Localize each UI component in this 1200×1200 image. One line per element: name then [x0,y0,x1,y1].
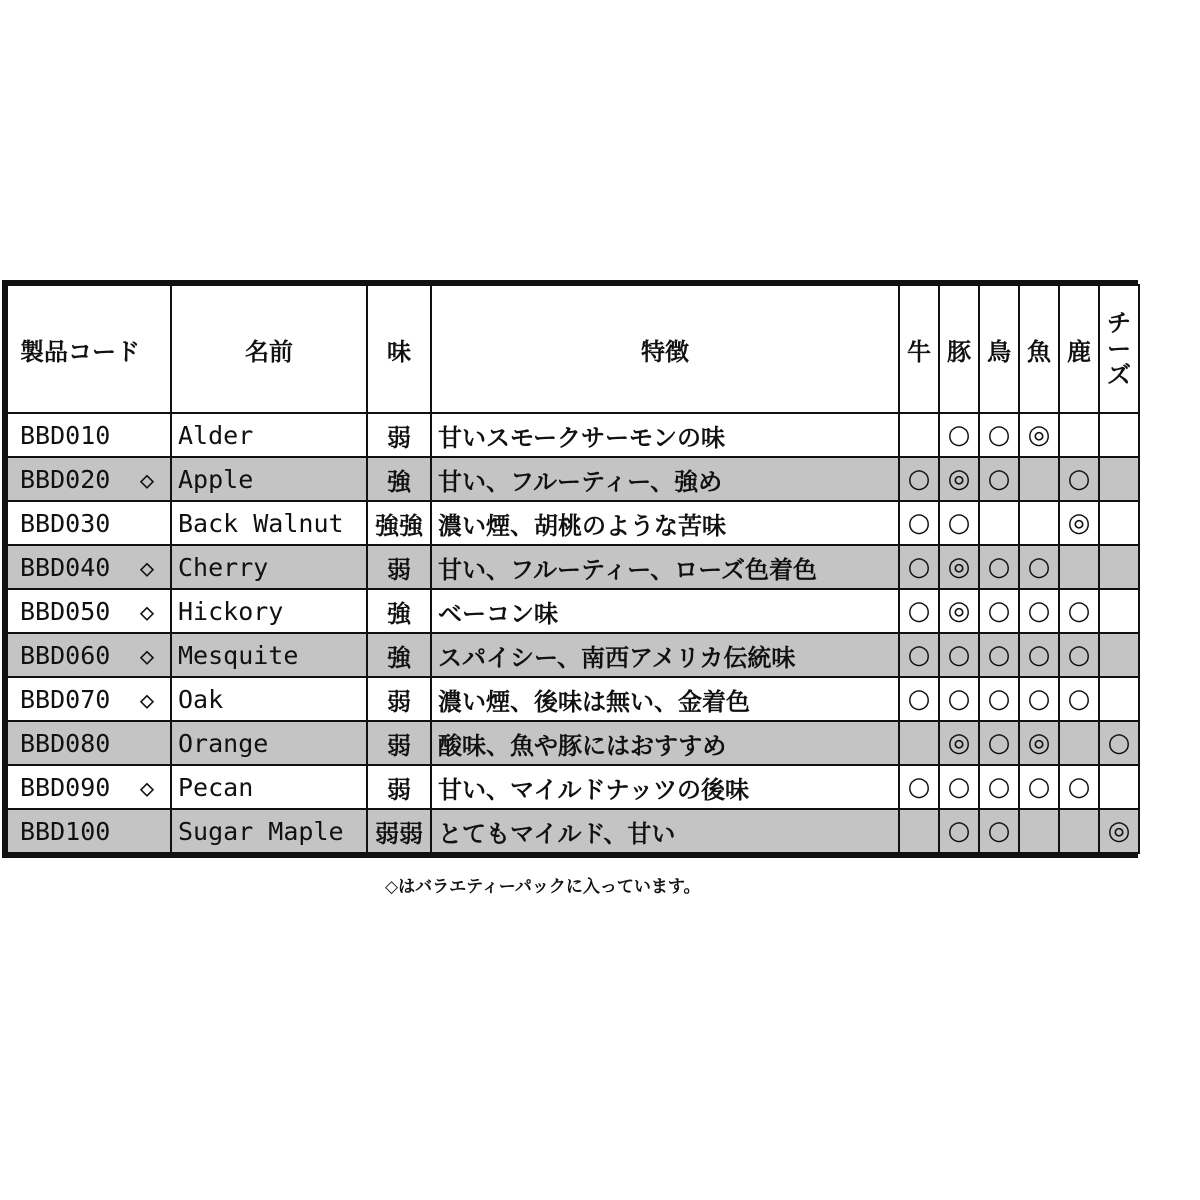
variety-pack-mark: ◇ [139,465,155,494]
cell-cheese-rating [1099,589,1139,633]
cell-venison-rating [1059,545,1099,589]
cell-feature: ベーコン味 [431,589,899,633]
cell-name: Orange [171,721,367,765]
table-row [7,765,1139,809]
cell-name: Sugar Maple [171,809,367,853]
product-code: BBD040 [20,552,111,582]
cell-cheese-rating [1099,765,1139,809]
cell-feature: 甘い、フルーティー、ローズ色着色 [431,545,899,589]
cell-beef-rating: ○ [899,765,939,809]
cell-chicken-rating: ○ [979,589,1019,633]
cell-beef-rating: ○ [899,457,939,501]
product-code: BBD090 [20,772,111,802]
header-cheese-char: ズ [1107,361,1131,389]
product-code: BBD080 [20,728,111,758]
cell-beef-rating [899,721,939,765]
cell-beef-rating: ○ [899,677,939,721]
cell-chicken-rating [979,501,1019,545]
table-row [7,413,1139,457]
cell-code [7,501,171,545]
header-feature: 特徴 [431,285,899,413]
cell-code [7,589,171,633]
cell-chicken-rating: ○ [979,809,1019,853]
cell-pork-rating: ○ [939,413,979,457]
cell-venison-rating: ○ [1059,589,1099,633]
variety-pack-mark: ◇ [139,773,155,802]
cell-fish-rating: ○ [1019,589,1059,633]
table-row [7,677,1139,721]
product-code: BBD010 [20,420,111,450]
table-row [7,809,1139,853]
cell-cheese-rating [1099,501,1139,545]
cell-pork-rating: ○ [939,809,979,853]
footnote: ◇はバラエティーパックに入っています。 [385,877,701,897]
cell-chicken-rating: ○ [979,457,1019,501]
cell-pork-rating: ○ [939,765,979,809]
cell-pork-rating: ○ [939,633,979,677]
cell-code [7,677,171,721]
cell-code [7,809,171,853]
cell-chicken-rating: ○ [979,545,1019,589]
cell-name: Alder [171,413,367,457]
cell-taste: 弱 [367,721,431,765]
cell-taste: 弱 [367,677,431,721]
cell-venison-rating: ◎ [1059,501,1099,545]
cell-code [7,545,171,589]
cell-venison-rating [1059,413,1099,457]
cell-pork-rating: ◎ [939,589,979,633]
header-row [7,285,1139,413]
variety-pack-mark: ◇ [139,641,155,670]
cell-venison-rating: ○ [1059,633,1099,677]
cell-fish-rating: ◎ [1019,413,1059,457]
cell-name: Apple [171,457,367,501]
cell-name: Cherry [171,545,367,589]
cell-cheese-rating: ○ [1099,721,1139,765]
cell-pork-rating: ◎ [939,457,979,501]
product-code: BBD020 [20,464,111,494]
header-beef: 牛 [899,285,939,413]
cell-chicken-rating: ○ [979,633,1019,677]
header-cheese-char: ー [1107,335,1131,363]
cell-pork-rating: ◎ [939,545,979,589]
table-row [7,589,1139,633]
cell-feature: 酸味、魚や豚にはおすすめ [431,721,899,765]
header-fish: 魚 [1019,285,1059,413]
cell-feature: スパイシー、南西アメリカ伝統味 [431,633,899,677]
cell-code [7,721,171,765]
cell-name: Oak [171,677,367,721]
cell-venison-rating [1059,721,1099,765]
cell-beef-rating [899,809,939,853]
cell-taste: 強強 [367,501,431,545]
smoke-wood-table [6,284,1140,854]
header-taste: 味 [367,285,431,413]
table-row [7,501,1139,545]
product-table-container [2,280,1138,858]
cell-taste: 弱弱 [367,809,431,853]
cell-chicken-rating: ○ [979,765,1019,809]
cell-pork-rating: ○ [939,677,979,721]
table-row [7,721,1139,765]
cell-taste: 弱 [367,765,431,809]
table-row [7,545,1139,589]
cell-code [7,765,171,809]
cell-feature: 濃い煙、後味は無い、金着色 [431,677,899,721]
cell-beef-rating: ○ [899,545,939,589]
cell-fish-rating: ○ [1019,765,1059,809]
cell-code [7,413,171,457]
cell-pork-rating: ◎ [939,721,979,765]
cell-name: Mesquite [171,633,367,677]
cell-feature: 甘いスモークサーモンの味 [431,413,899,457]
product-code: BBD070 [20,684,111,714]
product-code: BBD060 [20,640,111,670]
cell-chicken-rating: ○ [979,721,1019,765]
cell-name: Hickory [171,589,367,633]
variety-pack-mark: ◇ [139,685,155,714]
cell-feature: 甘い、マイルドナッツの後味 [431,765,899,809]
cell-fish-rating [1019,457,1059,501]
cell-taste: 強 [367,589,431,633]
product-code: BBD100 [20,816,111,846]
variety-pack-mark: ◇ [139,597,155,626]
cell-code [7,457,171,501]
variety-pack-mark: ◇ [139,553,155,582]
header-code: 製品コード [7,285,171,413]
cell-cheese-rating [1099,457,1139,501]
cell-fish-rating [1019,501,1059,545]
cell-venison-rating: ○ [1059,457,1099,501]
cell-name: Back Walnut [171,501,367,545]
header-cheese-char: チ [1107,309,1131,337]
cell-cheese-rating [1099,545,1139,589]
cell-venison-rating: ○ [1059,677,1099,721]
cell-feature: とてもマイルド、甘い [431,809,899,853]
cell-fish-rating: ○ [1019,677,1059,721]
cell-taste: 弱 [367,413,431,457]
cell-name: Pecan [171,765,367,809]
cell-beef-rating: ○ [899,589,939,633]
cell-beef-rating: ○ [899,633,939,677]
table-row [7,457,1139,501]
product-code: BBD030 [20,508,111,538]
cell-cheese-rating [1099,633,1139,677]
cell-taste: 強 [367,633,431,677]
cell-cheese-rating [1099,413,1139,457]
cell-cheese-rating [1099,677,1139,721]
cell-feature: 甘い、フルーティー、強め [431,457,899,501]
cell-chicken-rating: ○ [979,413,1019,457]
product-code: BBD050 [20,596,111,626]
cell-fish-rating: ○ [1019,633,1059,677]
cell-beef-rating: ○ [899,501,939,545]
cell-fish-rating: ◎ [1019,721,1059,765]
cell-taste: 弱 [367,545,431,589]
cell-cheese-rating: ◎ [1099,809,1139,853]
cell-venison-rating [1059,809,1099,853]
table-body [7,413,1139,853]
header-name: 名前 [171,285,367,413]
cell-beef-rating [899,413,939,457]
header-venison: 鹿 [1059,285,1099,413]
cell-pork-rating: ○ [939,501,979,545]
cell-chicken-rating: ○ [979,677,1019,721]
cell-fish-rating: ○ [1019,545,1059,589]
cell-taste: 強 [367,457,431,501]
cell-feature: 濃い煙、胡桃のような苦味 [431,501,899,545]
cell-venison-rating: ○ [1059,765,1099,809]
header-cheese [1099,285,1139,413]
header-chicken: 鳥 [979,285,1019,413]
table-row [7,633,1139,677]
cell-fish-rating [1019,809,1059,853]
header-pork: 豚 [939,285,979,413]
cell-code [7,633,171,677]
